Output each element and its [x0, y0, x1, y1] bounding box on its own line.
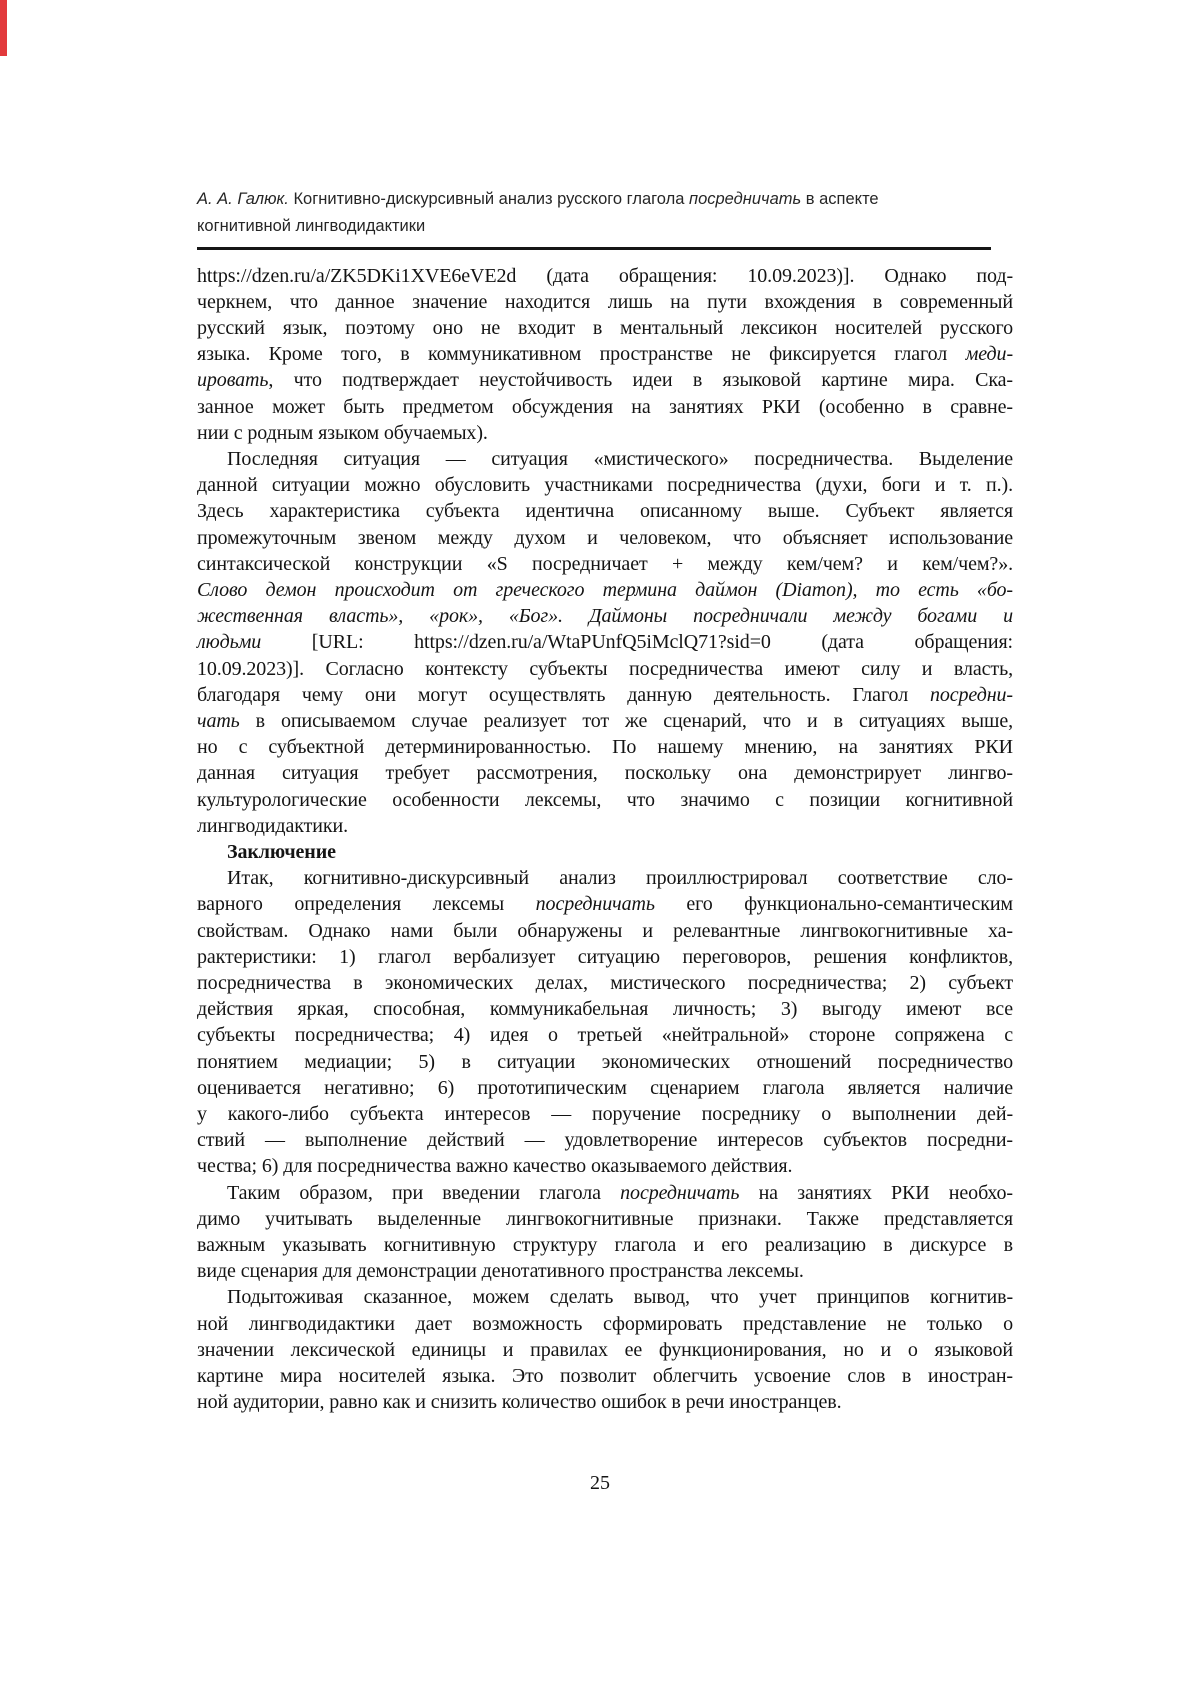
text-line [197, 263, 1013, 289]
text-line [197, 918, 1013, 944]
text-line [197, 603, 1013, 629]
paragraph [197, 1180, 1013, 1285]
text-run: рактеристики: 1) глагол вербализует ситуацию переговоров, решения конфликтов, [197, 945, 1013, 968]
text-run: лингводидактики. [197, 814, 348, 837]
text-line [197, 734, 1013, 760]
text-line [197, 839, 1013, 865]
text-run: Итак, когнитивно-дискурсивный анализ проиллюстрировал соответствие сло- [227, 867, 1013, 890]
text-run: Подытоживая сказанное, можем сделать вывод, что учет принципов когнитив- [227, 1286, 1013, 1309]
text-run: https://dzen.ru/a/ZK5DKi1XVE6eVE2d (дата обращения: 10.09.2023)]. Однако под- [197, 264, 1013, 287]
text-line [197, 1337, 1013, 1363]
text-line [197, 498, 1013, 524]
text-line [197, 996, 1013, 1022]
text-run: посредничать [620, 1181, 740, 1204]
text-line [197, 577, 1013, 603]
text-line [197, 1232, 1013, 1258]
text-run: картине мира носителей языка. Это позволит облегчить усвоение слов в иностран- [197, 1365, 1013, 1388]
text-line [197, 1049, 1013, 1075]
text-run: людьми [197, 631, 262, 654]
text-run: занное может быть предметом обсуждения на занятиях РКИ (особенно в сравне- [197, 395, 1013, 418]
text-run: посредни- [929, 683, 1013, 706]
text-run: варного определения лексемы [197, 893, 536, 916]
text-line [197, 394, 1013, 420]
text-run: в описываемом случае реализует тот же сценарий, что и в ситуациях выше, [239, 709, 1013, 732]
text-line [197, 682, 1013, 708]
text-run: но с субъектной детерминированностью. По нашему мнению, на занятиях РКИ [197, 736, 1013, 759]
text-run: черкнем, что данное значение находится лишь на пути вхождения в современный [197, 290, 1013, 313]
text-run: языка. Кроме того, в коммуникативном пространстве не фиксируется глагол [197, 343, 966, 366]
text-run: димо учитывать выделенные лингвокогнитивные признаки. Также представляется [197, 1207, 1013, 1230]
text-run: Таким образом, при введении глагола [227, 1181, 621, 1204]
text-run: благодаря чему они могут осуществлять данную деятельность. Глагол [197, 683, 930, 706]
text-run: посредничества в экономических делах, мистического посредничества; 2) субъект [197, 971, 1013, 994]
text-run: [URL: https://dzen.ru/a/WtaPUnfQ5iMclQ71?sid=0 (дата обращения: [261, 631, 1013, 654]
text-run: жественная власть», «рок», «Бог». Даймоны посредничали между богами и [197, 605, 1013, 628]
text-line [197, 1101, 1013, 1127]
text-line [197, 420, 1013, 446]
text-line [197, 367, 1013, 393]
text-run: синтаксической конструкции «S посредничает + между кем/чем? и кем/чем?». [197, 552, 1013, 575]
text-line [197, 1075, 1013, 1101]
text-run: данная ситуация требует рассмотрения, поскольку она демонстрирует лингво- [197, 762, 1013, 785]
text-line [197, 1127, 1013, 1153]
text-run: русский язык, поэтому оно не входит в ментальный лексикон носителей русского [197, 316, 1013, 339]
text-line [197, 944, 1013, 970]
text-run: 10.09.2023)]. Согласно контексту субъекты посредничества имеют силу и власть, [197, 657, 1013, 680]
text-run: важным указывать когнитивную структуру глагола и его реализацию в дискурсе в [197, 1234, 1013, 1257]
text-line [197, 525, 1013, 551]
text-run: промежуточным звеном между духом и человеком, что объясняет использование [197, 526, 1013, 549]
text-line [197, 341, 1013, 367]
text-line [197, 315, 1013, 341]
paragraph [197, 446, 1013, 839]
text-run: ной лингводидактики дает возможность сформировать представление не только о [197, 1312, 1013, 1335]
header-line [197, 186, 1013, 213]
text-line [197, 970, 1013, 996]
text-run: Когнитивно-дискурсивный анализ русского глагола [288, 190, 689, 208]
text-run: оценивается негативно; 6) прототипическим сценарием глагола является наличие [197, 1076, 1013, 1099]
header-line [197, 213, 1013, 240]
text-run: ировать [197, 369, 269, 392]
text-run: действия яркая, способная, коммуникабельная личность; 3) выгоду имеют все [197, 998, 1013, 1021]
text-run: ной аудитории, равно как и снизить количество ошибок в речи иностранцев. [197, 1391, 842, 1414]
text-run: чества; 6) для посредничества важно качество оказываемого действия. [197, 1155, 793, 1178]
text-line [197, 1258, 1013, 1284]
text-run: Последняя ситуация — ситуация «мистического» посредничества. Выделение [227, 447, 1013, 470]
text-line [197, 289, 1013, 315]
page-number: 25 [590, 1472, 610, 1494]
text-line [197, 656, 1013, 682]
text-line [197, 865, 1013, 891]
text-line [197, 1153, 1013, 1179]
text-run: Здесь характеристика субъекта идентична описанному выше. Субъект является [197, 500, 1013, 523]
text-run: свойствам. Однако нами были обнаружены и релевантные лингвокогнитивные ха- [197, 919, 1013, 942]
scan-edge-mark [0, 0, 7, 56]
section-heading [197, 839, 1013, 865]
text-line [197, 446, 1013, 472]
text-run: культурологические особенности лексемы, что значимо с позиции когнитивной [197, 788, 1013, 811]
text-run: в аспекте [801, 190, 879, 208]
running-header [197, 186, 1013, 240]
text-run: нии с родным языком обучаемых). [197, 421, 488, 444]
text-run: субъекты посредничества; 4) идея о третьей «нейтральной» стороне сопряжена с [197, 1024, 1013, 1047]
text-run: его функционально-семантическим [654, 893, 1013, 916]
text-run: ствий — выполнение действий — удовлетворение интересов субъектов посредни- [197, 1129, 1013, 1152]
text-run: посредничать [688, 190, 802, 208]
text-line [197, 760, 1013, 786]
text-line [197, 1180, 1013, 1206]
text-run: значении лексической единицы и правилах ее функционирования, но и о языковой [197, 1338, 1013, 1361]
text-line [197, 1389, 1013, 1415]
text-run: А. А. Галюк. [197, 190, 289, 208]
text-run: чать [197, 709, 240, 732]
text-line [197, 472, 1013, 498]
article-page-content [197, 186, 1013, 1415]
header-rule [197, 247, 991, 250]
text-run: данной ситуации можно обусловить участниками посредничества (духи, боги и т. п.). [197, 474, 1013, 497]
paragraph [197, 865, 1013, 1179]
text-line [197, 787, 1013, 813]
text-line [197, 551, 1013, 577]
paragraph [197, 263, 1013, 446]
text-line [197, 891, 1013, 917]
text-line [197, 1284, 1013, 1310]
text-line [197, 813, 1013, 839]
text-run: виде сценария для демонстрации денотативного пространства лексемы. [197, 1260, 804, 1283]
text-line [197, 1206, 1013, 1232]
text-line [197, 1022, 1013, 1048]
text-run: понятием медиации; 5) в ситуации экономических отношений посредничество [197, 1050, 1013, 1073]
article-body [197, 263, 1013, 1416]
text-run: когнитивной лингводидактики [197, 217, 426, 235]
text-run: у какого-либо субъекта интересов — поручение посреднику о выполнении дей- [197, 1103, 1013, 1125]
text-run: Слово демон происходит от греческого термина даймон (Diamon), то есть «бо- [197, 578, 1013, 601]
text-run: на занятиях РКИ необхо- [739, 1181, 1013, 1204]
paragraph [197, 1284, 1013, 1415]
text-run: меди- [965, 343, 1013, 366]
text-line [197, 629, 1013, 655]
text-line [197, 708, 1013, 734]
text-run: Заключение [227, 840, 336, 863]
text-line [197, 1363, 1013, 1389]
text-run: посредничать [535, 893, 655, 916]
text-line [197, 1311, 1013, 1337]
text-run: , что подтверждает неустойчивость идеи в языковой картине мира. Ска- [268, 369, 1013, 392]
